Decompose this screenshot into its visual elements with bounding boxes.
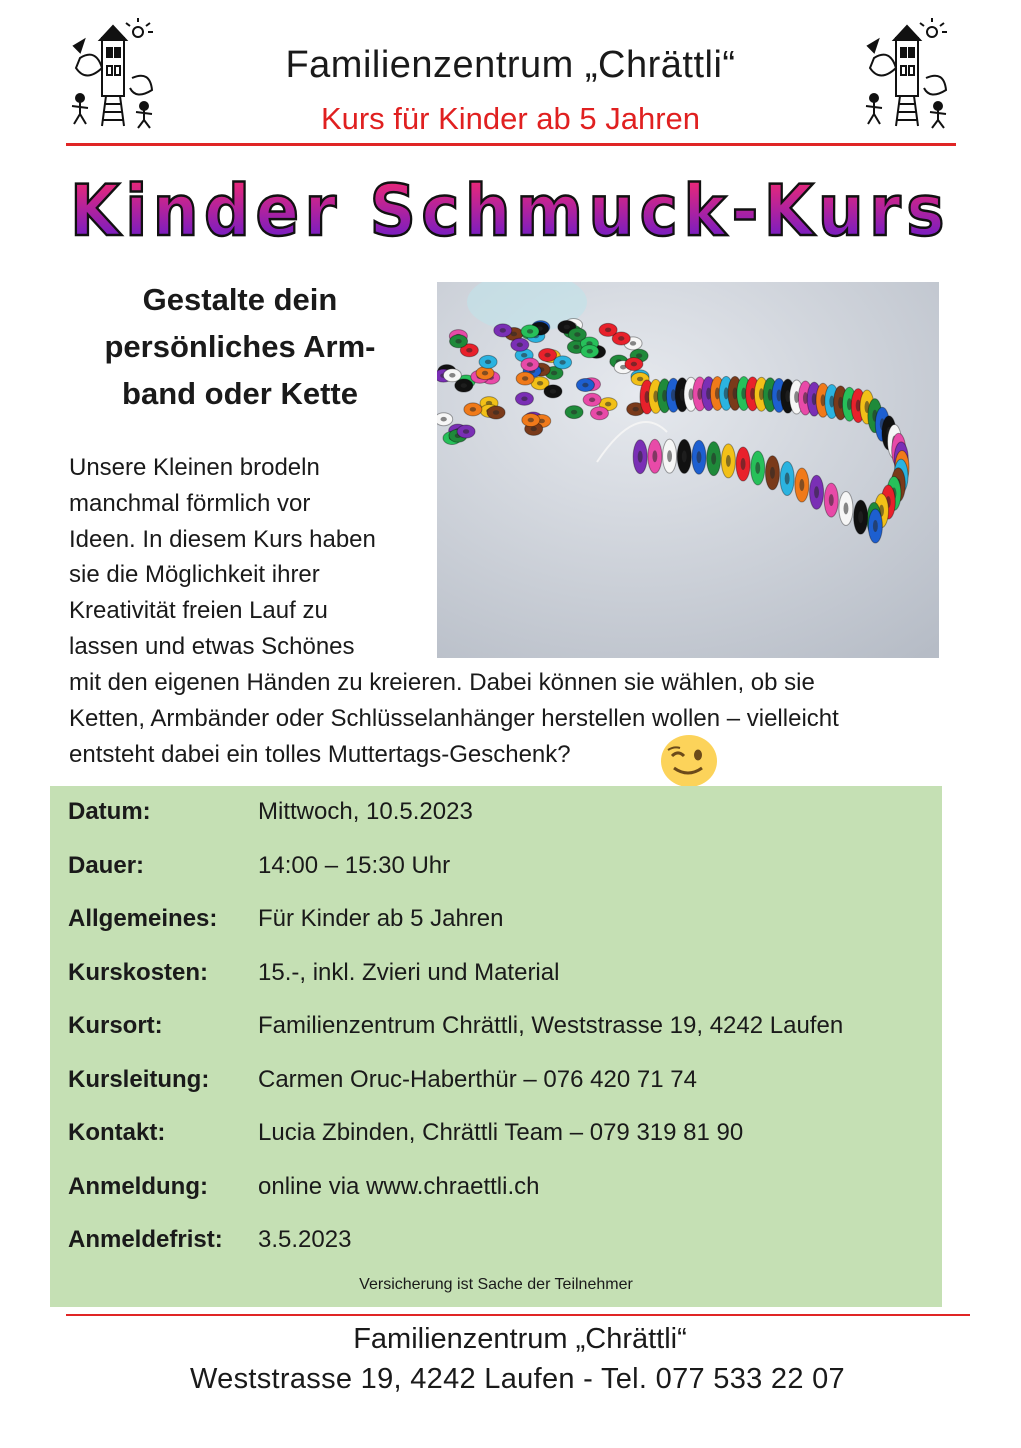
winking-face-icon	[660, 734, 718, 788]
detail-label: Anmeldefrist:	[68, 1226, 223, 1253]
header-divider	[66, 143, 956, 146]
insurance-note: Versicherung ist Sache der Teilnehmer	[359, 1276, 633, 1293]
description-continued	[69, 665, 969, 772]
detail-value: online via www.chraettli.ch	[258, 1173, 540, 1200]
detail-label: Anmeldung:	[68, 1173, 208, 1200]
description-line: Unsere Kleinen brodeln	[69, 454, 320, 481]
bead-bracelet-photo	[437, 282, 939, 658]
detail-value: 14:00 – 15:30 Uhr	[258, 852, 451, 879]
description-line: Ketten, Armbänder oder Schlüsselanhänger herstellen wollen – vielleicht	[69, 704, 839, 732]
detail-value: Carmen Oruc-Haberthür – 076 420 71 74	[258, 1066, 697, 1093]
detail-label: Datum:	[68, 798, 151, 825]
subheading	[70, 276, 410, 417]
subheading-line: band oder Kette	[122, 376, 358, 411]
header-subtitle: Kurs für Kinder ab 5 Jahren	[320, 101, 701, 136]
description-line: Ideen. In diesem Kurs haben	[69, 525, 376, 553]
description-line: sie die Möglichkeit ihrer	[69, 561, 320, 589]
detail-label: Allgemeines:	[68, 905, 218, 932]
detail-label: Kursleitung:	[68, 1066, 210, 1093]
detail-value: 15.-, inkl. Zvieri und Material	[258, 959, 560, 986]
detail-label: Kurskosten:	[68, 959, 209, 986]
detail-value: Mittwoch, 10.5.2023	[258, 798, 473, 825]
course-title-text: Kinder Schmuck-Kurs	[70, 170, 950, 252]
course-title	[60, 160, 960, 260]
description-line: manchmal förmlich vor	[69, 489, 311, 517]
subheading-line: Gestalte dein	[142, 282, 338, 317]
detail-value: Familienzentrum Chrättli, Weststrasse 19, 4242 Laufen	[258, 1012, 844, 1039]
subheading-line: persönliches Arm-	[104, 329, 376, 364]
detail-label: Kontakt:	[68, 1119, 166, 1146]
footer-divider	[66, 1314, 970, 1316]
detail-label: Dauer:	[68, 852, 145, 879]
detail-value: Für Kinder ab 5 Jahren	[258, 905, 504, 932]
header-title: Familienzentrum „Chrättli“	[285, 44, 736, 86]
description-line: entsteht dabei ein tolles Muttertags-Geschenk?	[69, 740, 571, 768]
detail-value: 3.5.2023	[258, 1226, 352, 1253]
description-line: Kreativität freien Lauf zu	[69, 597, 328, 625]
course-details-box	[50, 786, 942, 1307]
detail-label: Kursort:	[68, 1012, 163, 1039]
description-line: lassen und etwas Schönes	[69, 632, 355, 660]
footer-address: Weststrasse 19, 4242 Laufen - Tel. 077 533 22 07	[190, 1363, 845, 1395]
footer-name: Familienzentrum „Chrättli“	[353, 1323, 687, 1355]
description-intro	[69, 450, 414, 665]
description-line: mit den eigenen Händen zu kreieren. Dabei können sie wählen, ob sie	[69, 669, 815, 696]
detail-value: Lucia Zbinden, Chrättli Team – 079 319 81 90	[258, 1119, 744, 1146]
